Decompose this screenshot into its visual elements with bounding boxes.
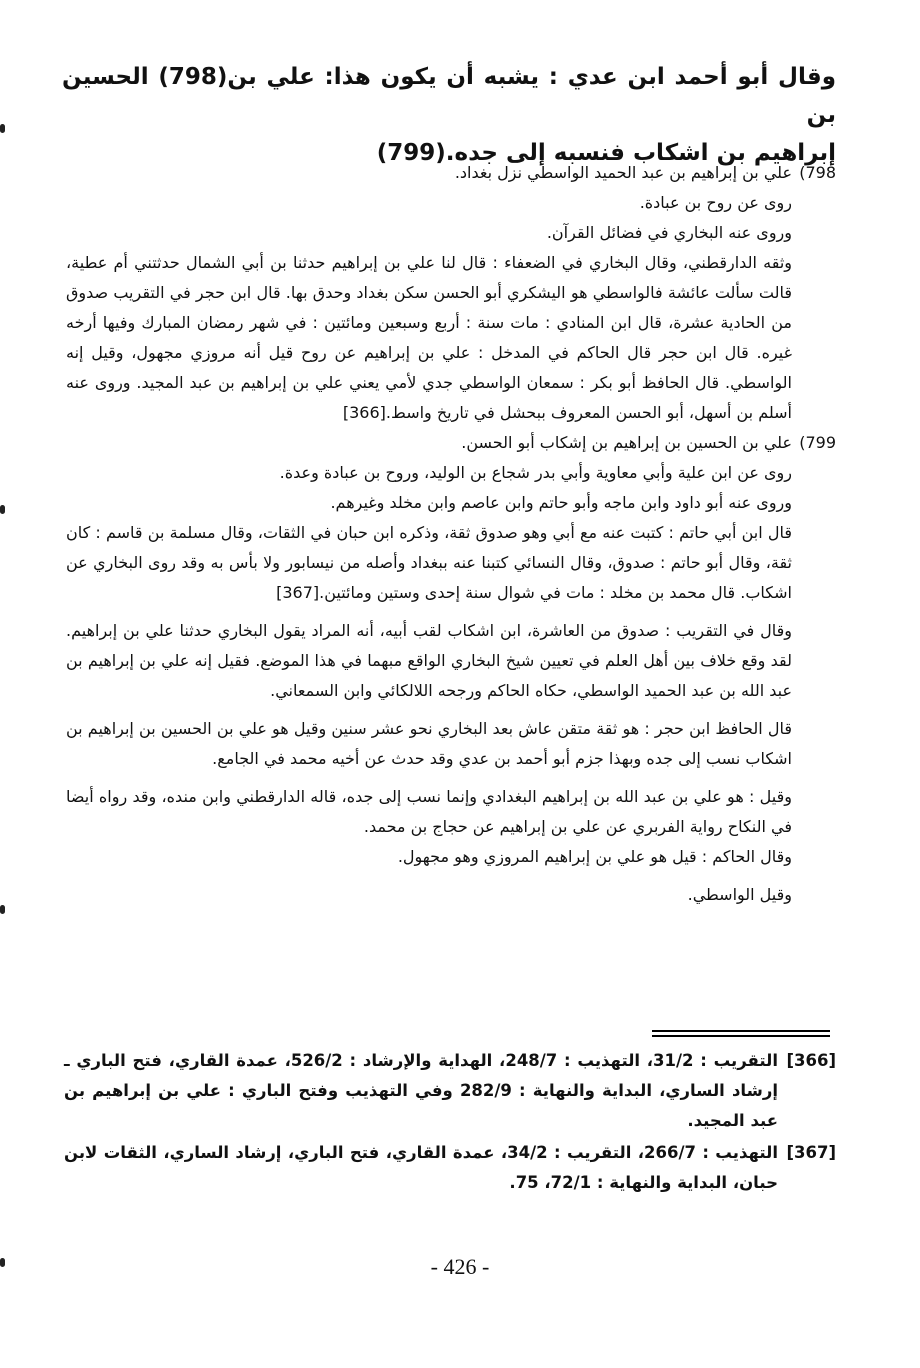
commentary-body [66, 158, 836, 910]
entry-798-para: وثقه الدارقطني، وقال البخاري في الضعفاء : قال لنا علي بن إبراهيم حدثنا بن أبي الشمال حدثتني أم عطية، قالت سألت عائشة فالواسطي هو اليشكري أبو الحسن سكن بغداد وحدق بها. قال ابن حجر في التقريب صدوق من الحادية عشرة، قال ابن المنادي : مات سنة : أربع وسبعين ومائتين : في شهر رمضان المبارك وفيها أرخه غيره. قال ابن حجر قال الحاكم في المدخل : علي بن إبراهيم عن روح قيل أنه مروزي مجهول، وقيل إنه الواسطي. قال الحافظ أبو بكر : سمعان الواسطي جدي لأمي يعني علي بن إبراهيم بن عبد المجيد. وروى عنه أسلم بن أسهل، أبو الحسن المعروف ببحشل في تاريخ واسط.[366] [66, 253, 792, 422]
entry-799-para: قال ابن أبي حاتم : كتبت عنه مع أبي وهو صدوق ثقة، وذكره ابن حبان في الثقات، وقال مسلمة بن قاسم : كان ثقة، وقال أبو حاتم : صدوق، وقال النسائي كتبنا عنه ببغداد وأصله من نيسابور ولا بأس به وقد روى البخاري عن اشكاب. قال محمد بن مخلد : مات في شوال سنة إحدى وستين ومائتين.[367] [66, 523, 792, 602]
scan-mark [0, 905, 5, 914]
entry-799-para: وقيل : هو علي بن عبد الله بن إبراهيم البغدادي وإنما نسب إلى جده، قاله الدارقطني وابن منده، وقد رواه أيضا في النكاح رواية الفربري عن علي بن إبراهيم عن حجاج بن محمد. [66, 787, 792, 836]
entry-799-para: وقال في التقريب : صدوق من العاشرة، ابن اشكاب لقب أبيه، أنه المراد يقول البخاري حدثنا علي بن إبراهيم. لقد وقع خلاف بين أهل العلم في تعيين شيخ البخاري الواقع مبهما في هذا الموضع. فقيل إنه علي بن إبراهيم بن عبد الله بن عبد الحميد الواسطي، حكاه الحاكم ورجحه اللالكائي وابن السمعاني. [66, 621, 792, 700]
entry-798-number: 798) [799, 163, 836, 182]
footnote-separator [652, 1035, 830, 1037]
intro-paragraph [62, 58, 836, 172]
entry-799-body [66, 458, 836, 910]
intro-line-1: وقال أبو أحمد ابن عدي : يشبه أن يكون هذا: علي بن(798) الحسين بن [62, 64, 836, 128]
footnote-367 [64, 1138, 836, 1198]
page-number: - 426 - [430, 1254, 490, 1279]
footnotes [64, 1046, 836, 1200]
entry-799-number: 799) [799, 433, 836, 452]
entry-798-body [66, 188, 836, 428]
entry-798-title: علي بن إبراهيم بن عبد الحميد الواسطي نزل بغداد. [454, 163, 792, 182]
scan-mark [0, 124, 5, 133]
entry-799-heading [66, 428, 836, 458]
entry-798-heading [66, 158, 836, 188]
scan-mark [0, 1258, 5, 1267]
entry-798-para: روى عن روح بن عبادة. [639, 193, 792, 212]
footnote-366 [64, 1046, 836, 1136]
footnote-text: التهذيب : 266/7، التقريب : 34/2، عمدة القاري، فتح الباري، إرشاد الساري، الثقات لابن حبان، البداية والنهاية : 72/1، 75. [64, 1143, 778, 1192]
entry-799-title: علي بن الحسين بن إبراهيم بن إشكاب أبو الحسن. [461, 433, 792, 452]
footnote-ref: [367] [786, 1143, 836, 1162]
entry-799-para: روى عن ابن علية وأبي معاوية وأبي بدر شجاع بن الوليد، وروح بن عبادة وعدة. [279, 463, 792, 482]
entry-799-para: وقيل الواسطي. [687, 885, 792, 904]
footnote-text: التقريب : 31/2، التهذيب : 248/7، الهداية والإرشاد : 526/2، عمدة القاري، فتح الباري ـ إرشاد الساري، البداية والنهاية : 282/9 وفي التهذيب وفتح الباري : علي بن إبراهيم بن عبد المجيد. [64, 1051, 778, 1130]
intro-line-2: إبراهيم بن اشكاب فنسبه إلى جده.(799) [376, 140, 836, 166]
entry-798-para: وروى عنه البخاري في فضائل القرآن. [546, 223, 792, 242]
footnote-separator [652, 1030, 830, 1032]
scan-mark [0, 505, 5, 514]
entry-799-para: وقال الحاكم : قيل هو علي بن إبراهيم المروزي وهو مجهول. [397, 847, 792, 866]
footnote-ref: [366] [786, 1051, 836, 1070]
entry-799-para: وروى عنه أبو داود وابن ماجه وأبو حاتم وابن عاصم وابن مخلد وغيرهم. [330, 493, 792, 512]
entry-799-para: قال الحافظ ابن حجر : هو ثقة متقن عاش بعد البخاري نحو عشر سنين وقيل هو علي بن الحسين بن إبراهيم بن اشكاب نسب إلى جده وبهذا جزم أبو أحمد بن عدي وقد حدث عن أخيه محمد في الجامع. [66, 719, 792, 768]
